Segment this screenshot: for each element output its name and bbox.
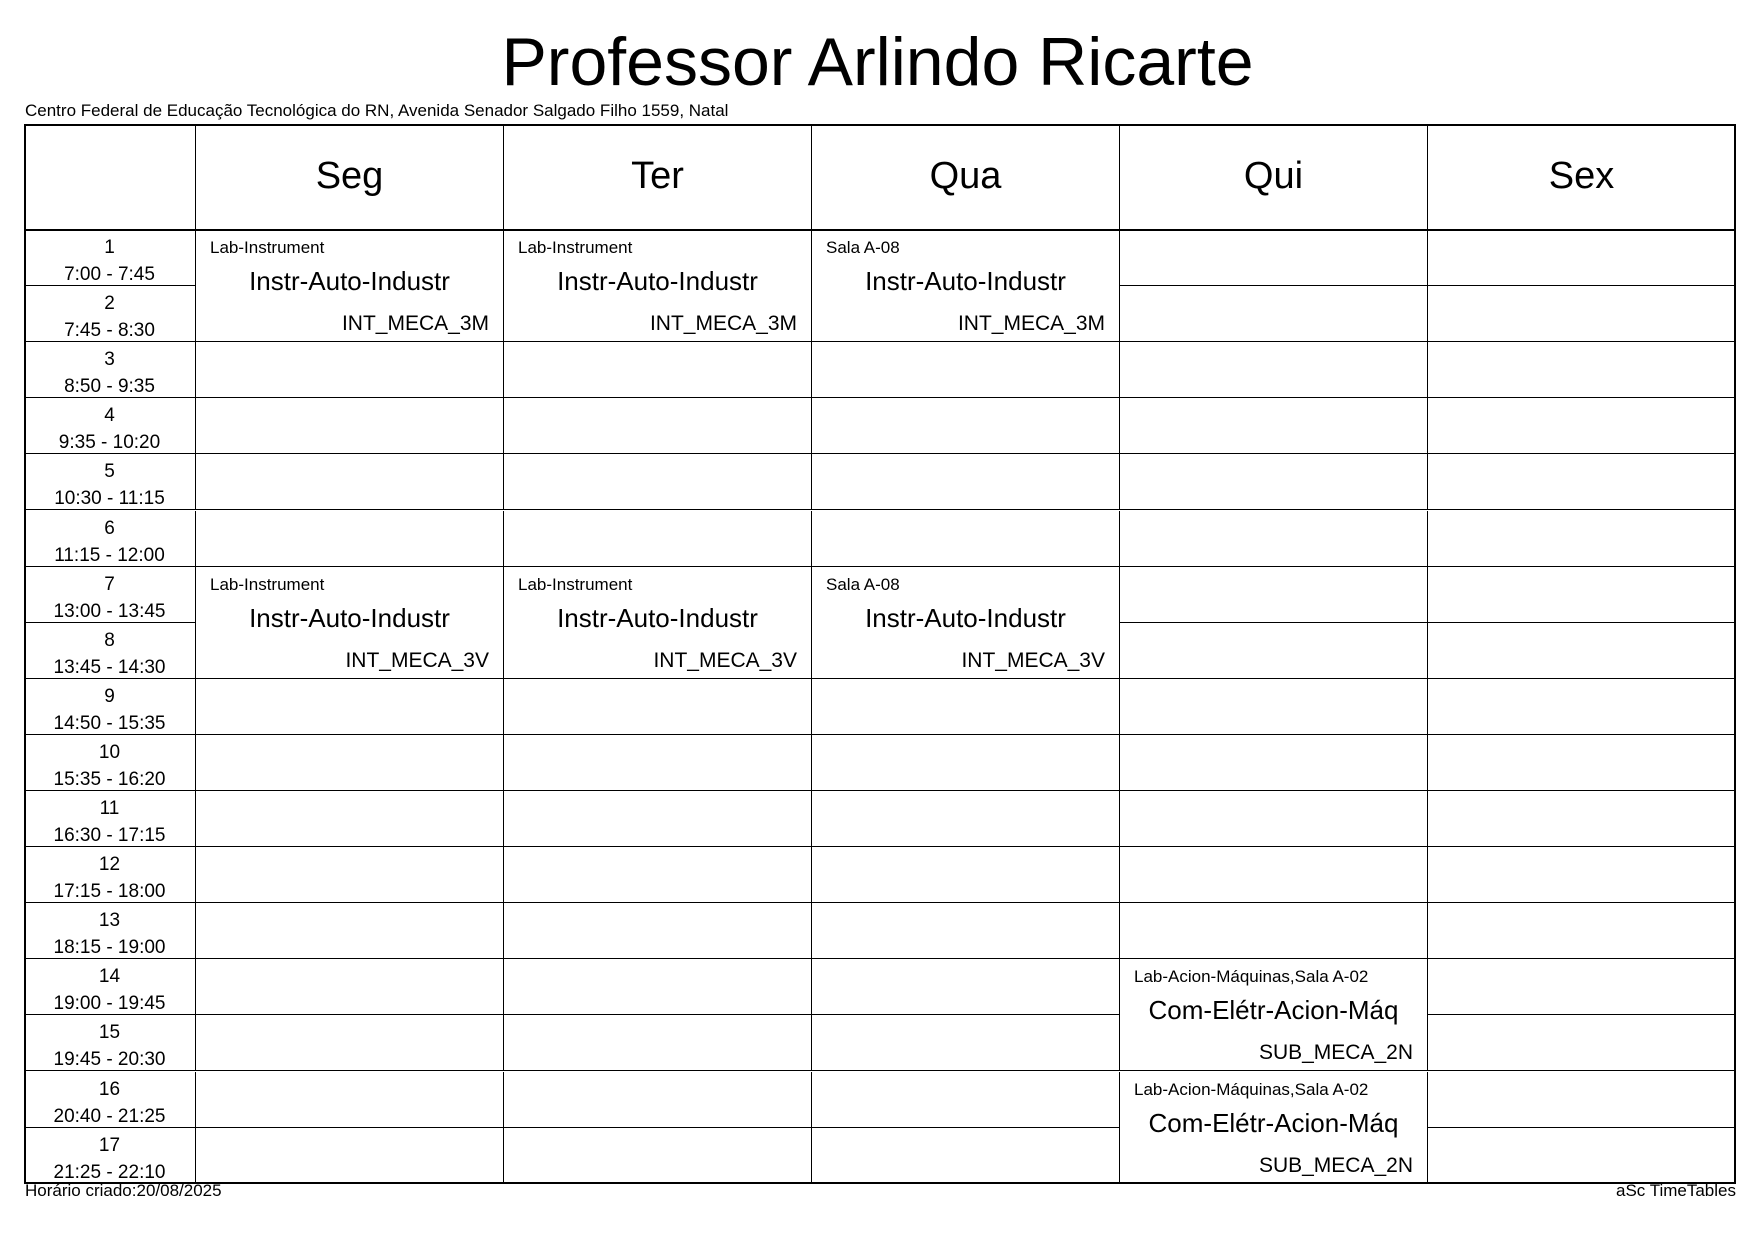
period-number: 9 bbox=[104, 685, 115, 707]
empty-slot[interactable] bbox=[1428, 903, 1736, 959]
empty-slot[interactable] bbox=[196, 679, 504, 735]
empty-slot[interactable] bbox=[196, 511, 504, 567]
software-credit: aSc TimeTables bbox=[1616, 1181, 1736, 1200]
day-header: Ter bbox=[504, 124, 812, 230]
day-header: Seg bbox=[196, 124, 504, 230]
empty-slot[interactable] bbox=[1428, 1015, 1736, 1071]
empty-slot[interactable] bbox=[1428, 398, 1736, 454]
empty-slot[interactable] bbox=[812, 454, 1120, 510]
empty-slot[interactable] bbox=[1428, 959, 1736, 1015]
lesson-class: INT_MECA_3M bbox=[341, 312, 489, 335]
period-time: 15:35 - 16:20 bbox=[53, 768, 166, 790]
empty-slot[interactable] bbox=[1428, 511, 1736, 567]
empty-slot[interactable] bbox=[812, 735, 1120, 791]
period-time: 13:00 - 13:45 bbox=[53, 600, 166, 622]
lesson-card[interactable] bbox=[196, 567, 504, 679]
empty-slot[interactable] bbox=[812, 847, 1120, 903]
empty-slot[interactable] bbox=[1120, 286, 1428, 342]
empty-slot[interactable] bbox=[1120, 567, 1428, 623]
period-time: 19:00 - 19:45 bbox=[53, 993, 166, 1015]
lesson-class: SUB_MECA_2N bbox=[1258, 1153, 1413, 1177]
empty-slot[interactable] bbox=[1120, 454, 1428, 510]
empty-slot[interactable] bbox=[812, 1128, 1120, 1184]
lesson-room: Lab-Instrument bbox=[210, 238, 325, 257]
empty-slot[interactable] bbox=[1120, 230, 1428, 286]
lesson-card[interactable] bbox=[196, 230, 504, 342]
empty-slot[interactable] bbox=[504, 1015, 812, 1071]
empty-slot[interactable] bbox=[504, 454, 812, 510]
empty-slot[interactable] bbox=[1120, 511, 1428, 567]
lesson-card[interactable] bbox=[504, 567, 812, 679]
period-number: 8 bbox=[104, 629, 115, 651]
lesson-class: INT_MECA_3M bbox=[649, 312, 797, 335]
empty-slot[interactable] bbox=[196, 791, 504, 847]
period-number: 12 bbox=[98, 854, 121, 876]
period-label bbox=[24, 398, 196, 454]
empty-slot[interactable] bbox=[812, 791, 1120, 847]
empty-slot[interactable] bbox=[1120, 791, 1428, 847]
period-number: 3 bbox=[104, 349, 115, 371]
empty-slot[interactable] bbox=[196, 398, 504, 454]
lesson-class: INT_MECA_3V bbox=[345, 648, 489, 672]
empty-slot[interactable] bbox=[504, 735, 812, 791]
period-number: 13 bbox=[98, 910, 121, 932]
period-number: 6 bbox=[104, 517, 115, 539]
empty-slot[interactable] bbox=[1120, 398, 1428, 454]
lesson-subject: Instr-Auto-Industr bbox=[865, 266, 1066, 296]
period-time: 11:15 - 12:00 bbox=[54, 544, 165, 566]
period-time: 21:25 - 22:10 bbox=[53, 1161, 166, 1183]
corner-cell bbox=[24, 124, 196, 230]
period-number: 16 bbox=[98, 1078, 121, 1100]
empty-slot[interactable] bbox=[1120, 903, 1428, 959]
empty-slot[interactable] bbox=[196, 959, 504, 1015]
period-number: 11 bbox=[99, 798, 120, 819]
lesson-card[interactable] bbox=[1120, 1072, 1428, 1184]
empty-slot[interactable] bbox=[812, 903, 1120, 959]
lesson-class: INT_MECA_3V bbox=[653, 648, 797, 672]
period-time: 7:00 - 7:45 bbox=[64, 264, 155, 285]
period-number: 10 bbox=[98, 741, 121, 763]
period-time: 8:50 - 9:35 bbox=[64, 376, 155, 398]
empty-slot[interactable] bbox=[1428, 454, 1736, 510]
empty-slot[interactable] bbox=[812, 511, 1120, 567]
period-time: 10:30 - 11:15 bbox=[54, 488, 165, 510]
empty-slot[interactable] bbox=[1120, 342, 1428, 398]
period-time: 13:45 - 14:30 bbox=[53, 656, 166, 678]
lesson-room: Sala A-08 bbox=[826, 574, 900, 594]
period-number: 5 bbox=[104, 461, 115, 483]
period-label bbox=[24, 567, 196, 623]
lesson-room: Lab-Instrument bbox=[518, 574, 633, 594]
empty-slot[interactable] bbox=[1428, 342, 1736, 398]
empty-slot[interactable] bbox=[1428, 286, 1736, 342]
empty-slot[interactable] bbox=[504, 679, 812, 735]
period-label bbox=[24, 342, 196, 398]
period-number: 14 bbox=[98, 966, 121, 988]
empty-slot[interactable] bbox=[504, 791, 812, 847]
empty-slot[interactable] bbox=[196, 342, 504, 398]
period-label bbox=[24, 1015, 196, 1071]
empty-slot[interactable] bbox=[1428, 623, 1736, 679]
empty-slot[interactable] bbox=[504, 1072, 812, 1128]
period-number: 15 bbox=[98, 1022, 121, 1044]
empty-slot[interactable] bbox=[504, 511, 812, 567]
period-label bbox=[24, 847, 196, 903]
period-time: 19:45 - 20:30 bbox=[53, 1049, 166, 1071]
lesson-card[interactable] bbox=[812, 567, 1120, 679]
empty-slot[interactable] bbox=[812, 398, 1120, 454]
empty-slot[interactable] bbox=[812, 959, 1120, 1015]
empty-slot[interactable] bbox=[196, 1072, 504, 1128]
period-time: 18:15 - 19:00 bbox=[53, 937, 166, 959]
empty-slot[interactable] bbox=[196, 847, 504, 903]
empty-slot[interactable] bbox=[1428, 1072, 1736, 1128]
empty-slot[interactable] bbox=[1428, 679, 1736, 735]
period-label bbox=[24, 454, 196, 510]
lesson-room: Lab-Instrument bbox=[518, 238, 633, 257]
empty-slot[interactable] bbox=[504, 959, 812, 1015]
period-label bbox=[24, 1128, 196, 1184]
lesson-card[interactable] bbox=[1120, 959, 1428, 1071]
lesson-room: Lab-Acion-Máquinas,Sala A-02 bbox=[1134, 1079, 1369, 1099]
period-label bbox=[24, 1072, 196, 1128]
empty-slot[interactable] bbox=[812, 1015, 1120, 1071]
empty-slot[interactable] bbox=[812, 342, 1120, 398]
empty-slot[interactable] bbox=[1428, 230, 1736, 286]
period-number: 4 bbox=[104, 405, 115, 427]
lesson-subject: Instr-Auto-Industr bbox=[865, 602, 1066, 633]
lesson-room: Lab-Instrument bbox=[210, 574, 325, 594]
empty-slot[interactable] bbox=[1428, 791, 1736, 847]
period-time: 14:50 - 15:35 bbox=[53, 712, 166, 734]
empty-slot[interactable] bbox=[812, 1072, 1120, 1128]
lesson-subject: Instr-Auto-Industr bbox=[557, 266, 758, 296]
period-number: 7 bbox=[104, 573, 115, 595]
empty-slot[interactable] bbox=[196, 454, 504, 510]
period-time: 9:35 - 10:20 bbox=[58, 432, 161, 454]
lesson-subject: Instr-Auto-Industr bbox=[249, 266, 450, 296]
period-label bbox=[24, 735, 196, 791]
period-time: 17:15 - 18:00 bbox=[53, 881, 166, 903]
header-divider bbox=[24, 229, 1736, 231]
day-header: Qua bbox=[812, 124, 1120, 230]
period-label bbox=[24, 511, 196, 567]
period-label bbox=[24, 230, 196, 286]
empty-slot[interactable] bbox=[196, 735, 504, 791]
day-header: Sex bbox=[1428, 124, 1736, 230]
lesson-subject: Com-Elétr-Acion-Máq bbox=[1148, 995, 1399, 1026]
period-number: 17 bbox=[98, 1134, 121, 1156]
period-number: 1 bbox=[104, 237, 115, 258]
lesson-class: INT_MECA_3M bbox=[957, 312, 1105, 335]
period-label bbox=[24, 903, 196, 959]
period-time: 7:45 - 8:30 bbox=[64, 320, 155, 342]
empty-slot[interactable] bbox=[1120, 623, 1428, 679]
empty-slot[interactable] bbox=[196, 1128, 504, 1184]
period-time: 20:40 - 21:25 bbox=[53, 1105, 166, 1127]
lesson-class: INT_MECA_3V bbox=[961, 648, 1105, 672]
day-header: Qui bbox=[1120, 124, 1428, 230]
empty-slot[interactable] bbox=[504, 398, 812, 454]
empty-slot[interactable] bbox=[1120, 735, 1428, 791]
empty-slot[interactable] bbox=[1120, 847, 1428, 903]
lesson-class: SUB_MECA_2N bbox=[1258, 1041, 1413, 1065]
empty-slot[interactable] bbox=[504, 903, 812, 959]
empty-slot[interactable] bbox=[196, 1015, 504, 1071]
empty-slot[interactable] bbox=[812, 679, 1120, 735]
period-label bbox=[24, 286, 196, 342]
lesson-subject: Instr-Auto-Industr bbox=[249, 602, 450, 633]
period-label bbox=[24, 623, 196, 679]
empty-slot[interactable] bbox=[504, 342, 812, 398]
empty-slot[interactable] bbox=[504, 847, 812, 903]
lesson-card[interactable] bbox=[504, 230, 812, 342]
page-title: Professor Arlindo Ricarte bbox=[501, 24, 1254, 100]
empty-slot[interactable] bbox=[1428, 735, 1736, 791]
empty-slot[interactable] bbox=[1120, 679, 1428, 735]
empty-slot[interactable] bbox=[1428, 1128, 1736, 1184]
created-date: Horário criado:20/08/2025 bbox=[25, 1181, 222, 1200]
lesson-room: Lab-Acion-Máquinas,Sala A-02 bbox=[1134, 967, 1369, 987]
empty-slot[interactable] bbox=[504, 1128, 812, 1184]
lesson-card[interactable] bbox=[812, 230, 1120, 342]
lesson-room: Sala A-08 bbox=[826, 238, 900, 257]
lesson-subject: Instr-Auto-Industr bbox=[557, 602, 758, 633]
period-number: 2 bbox=[104, 293, 115, 315]
empty-slot[interactable] bbox=[196, 903, 504, 959]
period-label bbox=[24, 679, 196, 735]
period-label bbox=[24, 791, 196, 847]
school-address: Centro Federal de Educação Tecnológica do RN, Avenida Senador Salgado Filho 1559, Natal bbox=[25, 101, 729, 120]
empty-slot[interactable] bbox=[1428, 567, 1736, 623]
lesson-subject: Com-Elétr-Acion-Máq bbox=[1148, 1107, 1399, 1138]
period-label bbox=[24, 959, 196, 1015]
period-time: 16:30 - 17:15 bbox=[53, 825, 166, 846]
empty-slot[interactable] bbox=[1428, 847, 1736, 903]
